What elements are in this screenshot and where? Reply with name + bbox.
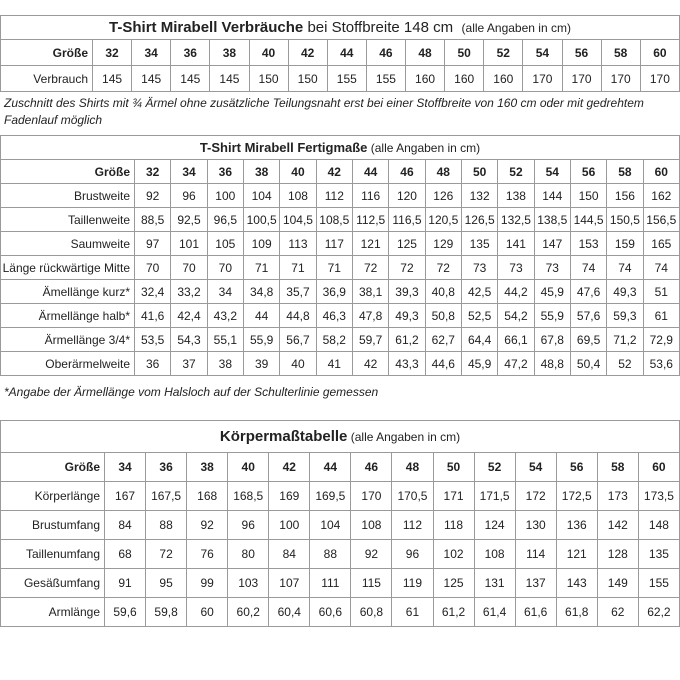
value-cell: 171: [433, 482, 474, 511]
value-cell: 34: [207, 280, 243, 304]
size-header-cell: 44: [352, 160, 388, 184]
row-label: Verbrauch: [1, 66, 93, 92]
value-cell: 88: [310, 540, 351, 569]
measurement-row-brustweite: [1, 184, 680, 208]
value-cell: 35,7: [280, 280, 316, 304]
value-cell: 111: [310, 569, 351, 598]
value-cell: 37: [171, 352, 207, 376]
value-cell: 54,2: [498, 304, 534, 328]
value-cell: 112,5: [352, 208, 388, 232]
value-cell: 99: [187, 569, 228, 598]
size-header-cell: 40: [280, 160, 316, 184]
body-measurements-table: [0, 452, 680, 627]
value-cell: 145: [93, 66, 132, 92]
size-header-cell: 56: [570, 160, 606, 184]
size-header-cell: 36: [207, 160, 243, 184]
value-cell: 135: [461, 232, 497, 256]
row-label: Ärmellänge 3/4*: [1, 328, 135, 352]
value-cell: 44,8: [280, 304, 316, 328]
value-cell: 100,5: [243, 208, 279, 232]
size-header-cell: 38: [210, 40, 249, 66]
value-cell: 52,5: [461, 304, 497, 328]
value-cell: 92,5: [171, 208, 207, 232]
value-cell: 155: [366, 66, 405, 92]
value-cell: 120,5: [425, 208, 461, 232]
value-cell: 144: [534, 184, 570, 208]
value-cell: 36,9: [316, 280, 352, 304]
value-cell: 60,8: [351, 598, 392, 627]
value-cell: 145: [210, 66, 249, 92]
value-cell: 71: [280, 256, 316, 280]
value-cell: 61,4: [474, 598, 515, 627]
value-cell: 74: [570, 256, 606, 280]
value-cell: 96: [228, 511, 269, 540]
measurement-row-oberaermelweite: [1, 352, 680, 376]
value-cell: 170: [640, 66, 679, 92]
size-header-cell: 40: [249, 40, 288, 66]
value-cell: 56,7: [280, 328, 316, 352]
value-cell: 126: [425, 184, 461, 208]
size-header-cell: 58: [597, 453, 638, 482]
row-label: Brustumfang: [1, 511, 105, 540]
row-label: Brustweite: [1, 184, 135, 208]
value-cell: 47,2: [498, 352, 534, 376]
size-header-cell: 40: [228, 453, 269, 482]
value-cell: 95: [146, 569, 187, 598]
value-cell: 92: [135, 184, 171, 208]
value-cell: 132,5: [498, 208, 534, 232]
value-cell: 54,3: [171, 328, 207, 352]
value-cell: 100: [207, 184, 243, 208]
value-cell: 109: [243, 232, 279, 256]
value-cell: 42: [352, 352, 388, 376]
value-cell: 51: [643, 280, 679, 304]
row-label: Ämellänge kurz*: [1, 280, 135, 304]
value-cell: 118: [433, 511, 474, 540]
value-cell: 100: [269, 511, 310, 540]
value-cell: 148: [638, 511, 679, 540]
value-cell: 104,5: [280, 208, 316, 232]
value-cell: 59,7: [352, 328, 388, 352]
size-header-cell: 34: [132, 40, 171, 66]
value-cell: 36: [135, 352, 171, 376]
value-cell: 72: [425, 256, 461, 280]
size-header-label: Größe: [1, 40, 93, 66]
value-cell: 126,5: [461, 208, 497, 232]
value-cell: 149: [597, 569, 638, 598]
value-cell: 72: [352, 256, 388, 280]
row-label: Taillenweite: [1, 208, 135, 232]
body-row-gesaessumfang: [1, 569, 680, 598]
value-cell: 96,5: [207, 208, 243, 232]
size-header-cell: 52: [498, 160, 534, 184]
value-cell: 101: [171, 232, 207, 256]
finished-measurements-title: T-Shirt Mirabell Fertigmaße (alle Angaben in cm): [0, 135, 680, 159]
size-header-row: [1, 40, 680, 66]
measurement-row-laenge: [1, 256, 680, 280]
value-cell: 128: [597, 540, 638, 569]
value-cell: 84: [269, 540, 310, 569]
value-cell: 170,5: [392, 482, 433, 511]
value-cell: 39,3: [389, 280, 425, 304]
value-cell: 61,8: [556, 598, 597, 627]
measurement-row-taillenweite: [1, 208, 680, 232]
value-cell: 103: [228, 569, 269, 598]
value-cell: 44: [243, 304, 279, 328]
size-header-row: [1, 453, 680, 482]
size-header-cell: 42: [316, 160, 352, 184]
size-header-cell: 36: [171, 40, 210, 66]
row-label: Körperlänge: [1, 482, 105, 511]
value-cell: 39: [243, 352, 279, 376]
value-cell: 72: [146, 540, 187, 569]
value-cell: 50,4: [570, 352, 606, 376]
row-label: Armlänge: [1, 598, 105, 627]
value-cell: 108: [351, 511, 392, 540]
size-header-cell: 60: [643, 160, 679, 184]
value-cell: 145: [132, 66, 171, 92]
value-cell: 168,5: [228, 482, 269, 511]
value-cell: 66,1: [498, 328, 534, 352]
value-cell: 144,5: [570, 208, 606, 232]
value-cell: 50,8: [425, 304, 461, 328]
measurement-row-aermel-halb: [1, 304, 680, 328]
value-cell: 125: [389, 232, 425, 256]
size-header-cell: 48: [392, 453, 433, 482]
value-cell: 84: [105, 511, 146, 540]
size-header-cell: 44: [310, 453, 351, 482]
value-cell: 44,6: [425, 352, 461, 376]
value-cell: 53,6: [643, 352, 679, 376]
body-row-brustumfang: [1, 511, 680, 540]
value-cell: 70: [135, 256, 171, 280]
value-cell: 59,8: [146, 598, 187, 627]
value-cell: 108: [474, 540, 515, 569]
value-cell: 43,2: [207, 304, 243, 328]
value-cell: 74: [607, 256, 643, 280]
value-cell: 48,8: [534, 352, 570, 376]
row-label: Saumweite: [1, 232, 135, 256]
consumption-table: [0, 39, 680, 92]
value-cell: 113: [280, 232, 316, 256]
value-cell: 114: [515, 540, 556, 569]
value-cell: 145: [171, 66, 210, 92]
row-label: Gesäßumfang: [1, 569, 105, 598]
value-cell: 160: [445, 66, 484, 92]
value-cell: 165: [643, 232, 679, 256]
value-cell: 104: [243, 184, 279, 208]
value-cell: 138,5: [534, 208, 570, 232]
size-header-cell: 46: [389, 160, 425, 184]
size-header-cell: 46: [366, 40, 405, 66]
body-row-koerperlaenge: [1, 482, 680, 511]
value-cell: 62: [597, 598, 638, 627]
value-cell: 42,4: [171, 304, 207, 328]
value-cell: 41: [316, 352, 352, 376]
value-cell: 150,5: [607, 208, 643, 232]
size-header-cell: 34: [105, 453, 146, 482]
size-header-cell: 50: [445, 40, 484, 66]
value-cell: 61,2: [389, 328, 425, 352]
body-row-armlaenge: [1, 598, 680, 627]
value-cell: 173: [597, 482, 638, 511]
value-cell: 60,4: [269, 598, 310, 627]
value-cell: 142: [597, 511, 638, 540]
sleeve-length-footnote: *Angabe der Ärmellänge vom Halsloch auf der Schulterlinie gemessen: [4, 385, 379, 399]
value-cell: 71,2: [607, 328, 643, 352]
value-cell: 47,8: [352, 304, 388, 328]
size-header-cell: 54: [523, 40, 562, 66]
consumption-row: [1, 66, 680, 92]
value-cell: 155: [327, 66, 366, 92]
size-header-cell: 34: [171, 160, 207, 184]
value-cell: 76: [187, 540, 228, 569]
value-cell: 169,5: [310, 482, 351, 511]
value-cell: 153: [570, 232, 606, 256]
value-cell: 61,6: [515, 598, 556, 627]
size-header-cell: 52: [484, 40, 523, 66]
consumption-table-block: [0, 15, 680, 92]
value-cell: 52: [607, 352, 643, 376]
value-cell: 57,6: [570, 304, 606, 328]
value-cell: 38: [207, 352, 243, 376]
size-header-cell: 42: [269, 453, 310, 482]
value-cell: 104: [310, 511, 351, 540]
value-cell: 162: [643, 184, 679, 208]
value-cell: 115: [351, 569, 392, 598]
value-cell: 80: [228, 540, 269, 569]
value-cell: 64,4: [461, 328, 497, 352]
value-cell: 119: [392, 569, 433, 598]
value-cell: 125: [433, 569, 474, 598]
value-cell: 73: [534, 256, 570, 280]
body-row-taillenumfang: [1, 540, 680, 569]
size-header-cell: 38: [243, 160, 279, 184]
value-cell: 132: [461, 184, 497, 208]
size-header-cell: 54: [534, 160, 570, 184]
value-cell: 67,8: [534, 328, 570, 352]
value-cell: 108: [280, 184, 316, 208]
row-label: Taillenumfang: [1, 540, 105, 569]
value-cell: 121: [556, 540, 597, 569]
value-cell: 73: [498, 256, 534, 280]
value-cell: 72,9: [643, 328, 679, 352]
value-cell: 33,2: [171, 280, 207, 304]
value-cell: 108,5: [316, 208, 352, 232]
body-measurements-title: Körpermaßtabelle (alle Angaben in cm): [0, 420, 680, 452]
value-cell: 92: [351, 540, 392, 569]
value-cell: 40,8: [425, 280, 461, 304]
value-cell: 156: [607, 184, 643, 208]
value-cell: 96: [392, 540, 433, 569]
value-cell: 61,2: [433, 598, 474, 627]
value-cell: 159: [607, 232, 643, 256]
value-cell: 172,5: [556, 482, 597, 511]
value-cell: 72: [389, 256, 425, 280]
size-header-cell: 46: [351, 453, 392, 482]
value-cell: 41,6: [135, 304, 171, 328]
value-cell: 124: [474, 511, 515, 540]
consumption-table-title: T-Shirt Mirabell Verbräuche bei Stoffbreite 148 cm (alle Angaben in cm): [0, 15, 680, 39]
value-cell: 172: [515, 482, 556, 511]
size-header-cell: 32: [93, 40, 132, 66]
size-header-cell: 50: [461, 160, 497, 184]
value-cell: 71: [243, 256, 279, 280]
value-cell: 62,2: [638, 598, 679, 627]
value-cell: 92: [187, 511, 228, 540]
value-cell: 60,2: [228, 598, 269, 627]
value-cell: 147: [534, 232, 570, 256]
size-header-cell: 56: [562, 40, 601, 66]
value-cell: 117: [316, 232, 352, 256]
value-cell: 129: [425, 232, 461, 256]
size-header-row: [1, 160, 680, 184]
value-cell: 88,5: [135, 208, 171, 232]
value-cell: 70: [207, 256, 243, 280]
value-cell: 138: [498, 184, 534, 208]
value-cell: 170: [562, 66, 601, 92]
value-cell: 59,6: [105, 598, 146, 627]
body-measurements-block: [0, 420, 680, 627]
finished-measurements-block: [0, 135, 680, 376]
value-cell: 136: [556, 511, 597, 540]
value-cell: 156,5: [643, 208, 679, 232]
size-header-cell: 58: [607, 160, 643, 184]
value-cell: 173,5: [638, 482, 679, 511]
value-cell: 168: [187, 482, 228, 511]
size-header-cell: 48: [406, 40, 445, 66]
value-cell: 59,3: [607, 304, 643, 328]
size-header-cell: 42: [288, 40, 327, 66]
row-label: Oberärmelweite: [1, 352, 135, 376]
value-cell: 170: [601, 66, 640, 92]
value-cell: 137: [515, 569, 556, 598]
value-cell: 135: [638, 540, 679, 569]
row-label: Länge rückwärtige Mitte: [1, 256, 135, 280]
value-cell: 143: [556, 569, 597, 598]
value-cell: 73: [461, 256, 497, 280]
row-label: Ärmellänge halb*: [1, 304, 135, 328]
value-cell: 49,3: [389, 304, 425, 328]
value-cell: 44,2: [498, 280, 534, 304]
value-cell: 74: [643, 256, 679, 280]
value-cell: 49,3: [607, 280, 643, 304]
size-header-cell: 52: [474, 453, 515, 482]
value-cell: 55,9: [243, 328, 279, 352]
size-header-cell: 32: [135, 160, 171, 184]
value-cell: 160: [484, 66, 523, 92]
measurement-row-aermel-kurz: [1, 280, 680, 304]
value-cell: 107: [269, 569, 310, 598]
value-cell: 61: [392, 598, 433, 627]
value-cell: 45,9: [461, 352, 497, 376]
value-cell: 55,1: [207, 328, 243, 352]
value-cell: 131: [474, 569, 515, 598]
value-cell: 47,6: [570, 280, 606, 304]
value-cell: 150: [570, 184, 606, 208]
size-header-cell: 58: [601, 40, 640, 66]
value-cell: 69,5: [570, 328, 606, 352]
value-cell: 150: [288, 66, 327, 92]
value-cell: 38,1: [352, 280, 388, 304]
value-cell: 120: [389, 184, 425, 208]
value-cell: 102: [433, 540, 474, 569]
finished-measurements-table: [0, 159, 680, 376]
size-header-cell: 60: [640, 40, 679, 66]
value-cell: 60,6: [310, 598, 351, 627]
value-cell: 71: [316, 256, 352, 280]
value-cell: 160: [406, 66, 445, 92]
value-cell: 116,5: [389, 208, 425, 232]
value-cell: 171,5: [474, 482, 515, 511]
size-header-label: Größe: [1, 453, 105, 482]
size-header-cell: 50: [433, 453, 474, 482]
value-cell: 116: [352, 184, 388, 208]
value-cell: 169: [269, 482, 310, 511]
measurement-row-saumweite: [1, 232, 680, 256]
value-cell: 96: [171, 184, 207, 208]
value-cell: 43,3: [389, 352, 425, 376]
value-cell: 105: [207, 232, 243, 256]
value-cell: 55,9: [534, 304, 570, 328]
value-cell: 61: [643, 304, 679, 328]
value-cell: 62,7: [425, 328, 461, 352]
value-cell: 34,8: [243, 280, 279, 304]
value-cell: 121: [352, 232, 388, 256]
value-cell: 141: [498, 232, 534, 256]
size-header-cell: 44: [327, 40, 366, 66]
value-cell: 42,5: [461, 280, 497, 304]
value-cell: 70: [171, 256, 207, 280]
size-header-cell: 56: [556, 453, 597, 482]
value-cell: 112: [316, 184, 352, 208]
size-header-cell: 54: [515, 453, 556, 482]
measurement-row-aermel-dreiviertel: [1, 328, 680, 352]
value-cell: 112: [392, 511, 433, 540]
value-cell: 60: [187, 598, 228, 627]
value-cell: 40: [280, 352, 316, 376]
value-cell: 150: [249, 66, 288, 92]
size-header-cell: 36: [146, 453, 187, 482]
value-cell: 45,9: [534, 280, 570, 304]
value-cell: 130: [515, 511, 556, 540]
value-cell: 32,4: [135, 280, 171, 304]
value-cell: 97: [135, 232, 171, 256]
value-cell: 167: [105, 482, 146, 511]
size-header-label: Größe: [1, 160, 135, 184]
value-cell: 68: [105, 540, 146, 569]
value-cell: 88: [146, 511, 187, 540]
size-header-cell: 48: [425, 160, 461, 184]
value-cell: 170: [351, 482, 392, 511]
size-header-cell: 60: [638, 453, 679, 482]
fabric-width-note: Zuschnitt des Shirts mit ¾ Ärmel ohne zusätzliche Teilungsnaht erst bei einer Stoffbreite von 160 cm oder mit gedrehtem Fadenlauf möglich: [4, 96, 644, 127]
value-cell: 46,3: [316, 304, 352, 328]
value-cell: 167,5: [146, 482, 187, 511]
value-cell: 155: [638, 569, 679, 598]
size-header-cell: 38: [187, 453, 228, 482]
value-cell: 91: [105, 569, 146, 598]
value-cell: 170: [523, 66, 562, 92]
value-cell: 58,2: [316, 328, 352, 352]
value-cell: 53,5: [135, 328, 171, 352]
